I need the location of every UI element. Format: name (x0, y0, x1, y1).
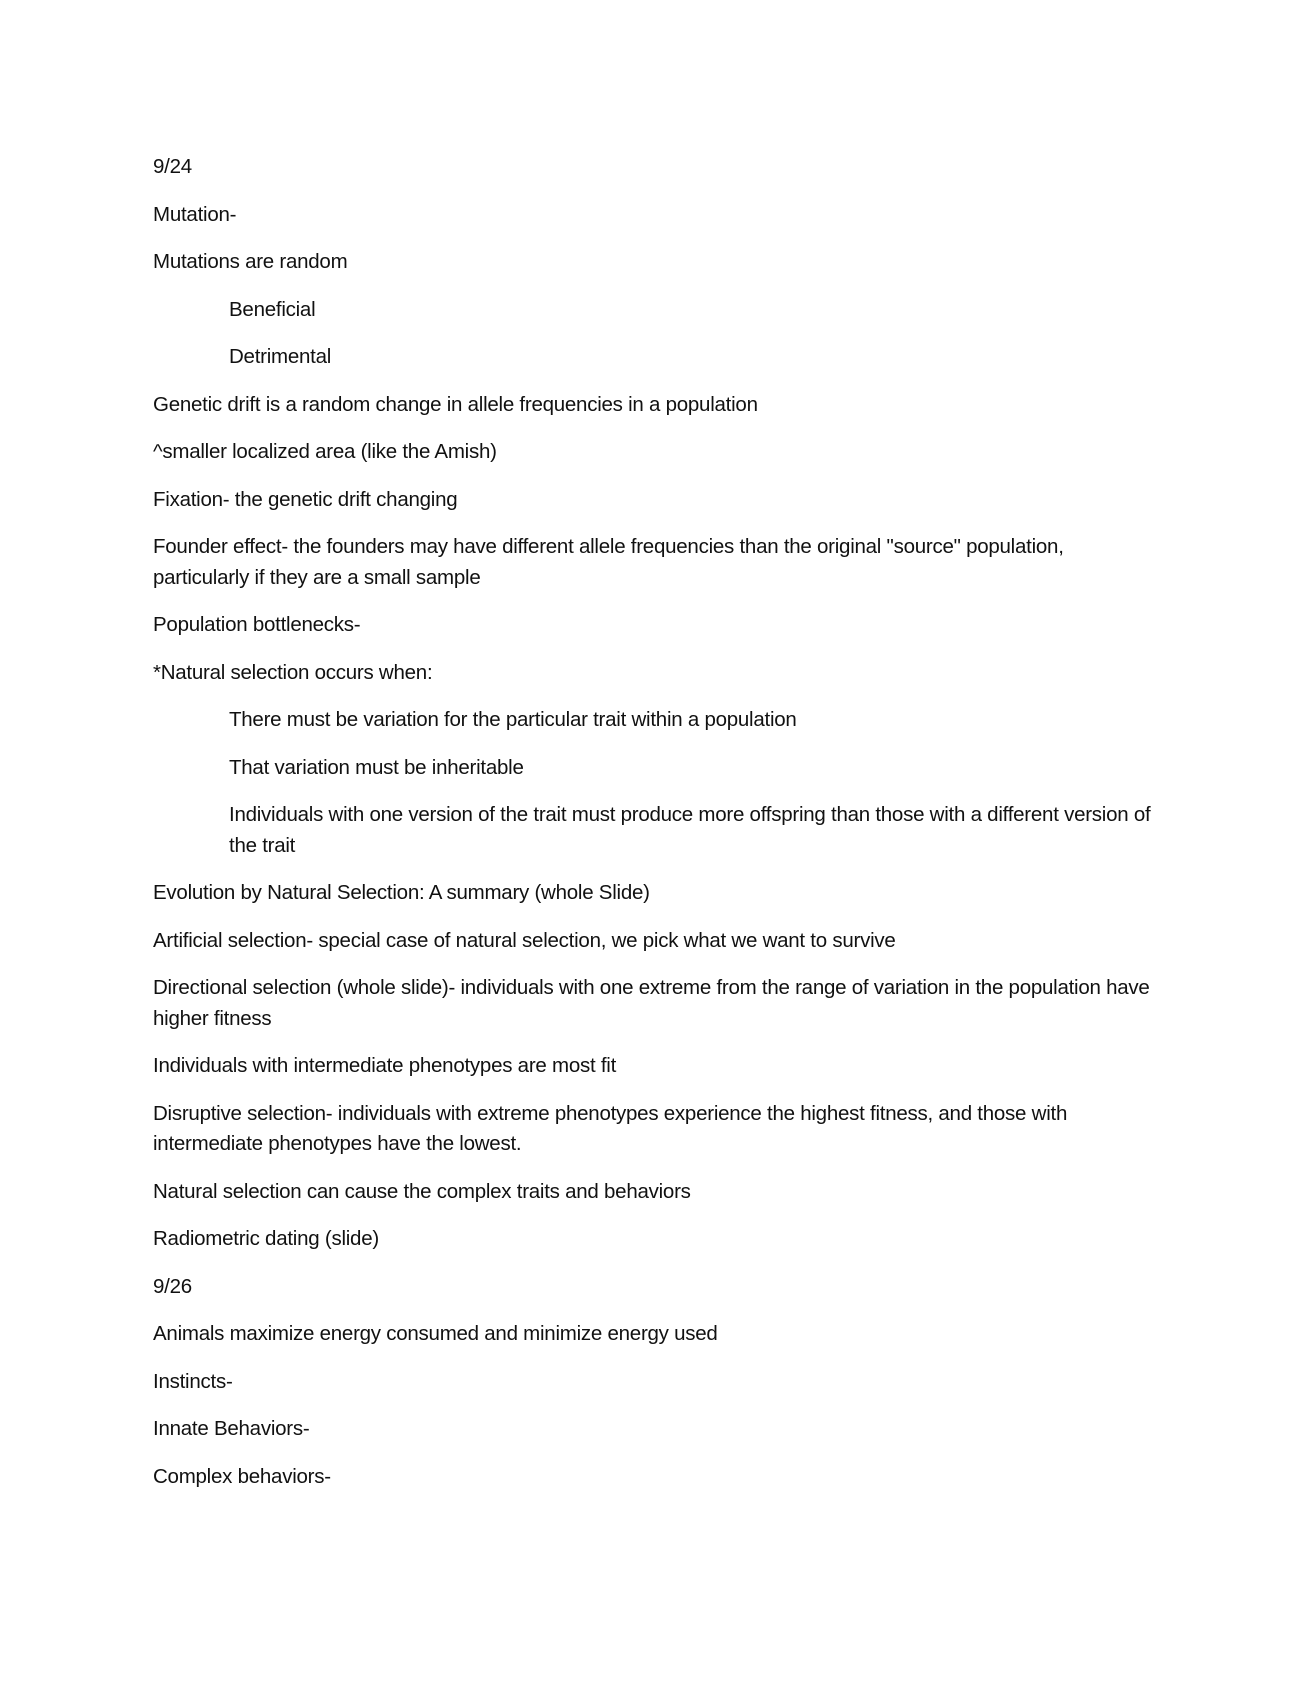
note-sub-line: Beneficial (229, 297, 316, 321)
note-line: Genetic drift is a random change in allele frequencies in a population (153, 392, 758, 416)
note-line: Animals maximize energy consumed and minimize energy used (153, 1322, 718, 1345)
note-line: Founder effect- the founders may have different allele frequencies than the original "source" population, particularly if they are a small sample (153, 535, 1064, 589)
note-line: Disruptive selection- individuals with extreme phenotypes experience the highest fitness, and those with intermediate phenotypes have the lowest. (153, 1101, 1068, 1155)
note-sub-line: Individuals with one version of the trait must produce more offspring than those with a different version of the trait (229, 803, 1151, 857)
note-sub-line: That variation must be inheritable (229, 755, 524, 779)
note-line: Instincts- (153, 1369, 233, 1393)
note-line: Evolution by Natural Selection: A summary (whole Slide) (153, 881, 650, 904)
note-line: Innate Behaviors- (153, 1417, 310, 1440)
note-line: Natural selection can cause the complex traits and behaviors (153, 1179, 691, 1203)
note-line: Fixation- the genetic drift changing (153, 487, 458, 511)
note-line: Individuals with intermediate phenotypes are most fit (153, 1054, 617, 1077)
note-sub-line: There must be variation for the particular trait within a population (229, 708, 797, 731)
note-line: Radiometric dating (slide) (153, 1227, 379, 1250)
note-line: *Natural selection occurs when: (153, 660, 433, 684)
note-line: Population bottlenecks- (153, 613, 361, 636)
note-line: Artificial selection- special case of natural selection, we pick what we want to survive (153, 928, 896, 952)
date-heading: 9/24 (153, 155, 192, 178)
note-line: Directional selection (whole slide)- individuals with one extreme from the range of variation in the population have higher fitness (153, 976, 1150, 1030)
note-line: Mutation- (153, 202, 237, 226)
note-sub-line: Detrimental (229, 345, 332, 368)
note-line: Complex behaviors- (153, 1464, 331, 1488)
date-heading: 9/26 (153, 1274, 192, 1298)
note-line: ^smaller localized area (like the Amish) (153, 440, 497, 463)
notes-body (153, 152, 1153, 1509)
note-line: Mutations are random (153, 250, 348, 273)
